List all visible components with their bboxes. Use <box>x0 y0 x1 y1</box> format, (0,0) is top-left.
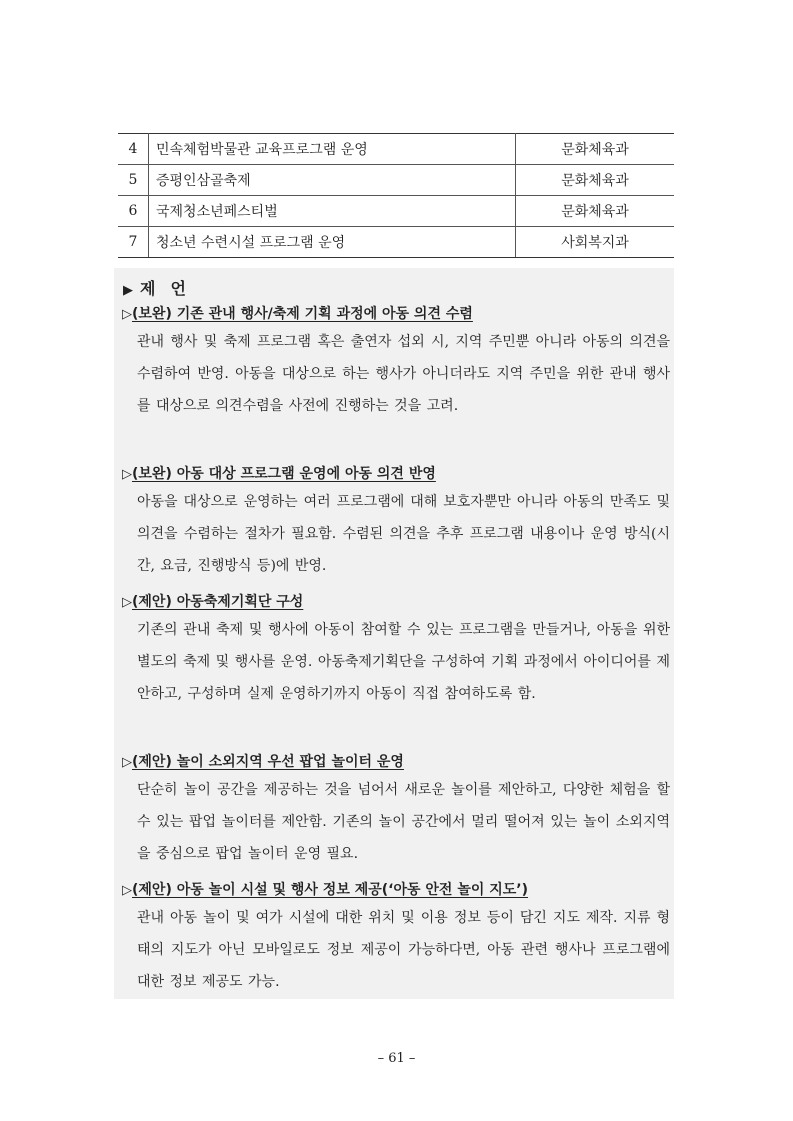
row-number: 5 <box>118 165 149 196</box>
triangle-icon: ▶ <box>123 283 134 298</box>
proposal-body: 기존의 관내 축제 및 행사에 아동이 참여할 수 있는 프로그램을 만들거나, 아동을 위한 별도의 축제 및 행사를 운영. 아동축제기획단을 구성하여 기획 과정에서 아이디어를 제안하고, 구성하며 실제 운영하기까지 아동이 직접 참여하도록 함. <box>137 622 670 702</box>
proposal-heading <box>122 752 670 774</box>
proposal-body: 단순히 놀이 공간을 제공하는 것을 넘어서 새로운 놀이를 제안하고, 다양한 체험을 할 수 있는 팝업 놀이터를 제안함. 기존의 놀이 공간에서 멀리 떨어져 있는 놀이 소외지역을 중심으로 팝업 놀이터 운영 필요. <box>137 782 670 862</box>
proposal-body: 아동을 대상으로 운영하는 여러 프로그램에 대해 보호자뿐만 아니라 아동의 만족도 및 의견을 수렴하는 절차가 필요함. 수렴된 의견을 추후 프로그램 내용이나 운영 방식(시간, 요금, 진행방식 등)에 반영. <box>137 494 670 574</box>
proposal-heading-text: (제안) 아동축제기획단 구성 <box>132 594 304 610</box>
proposal-heading-text: (보완) 아동 대상 프로그램 운영에 아동 의견 반영 <box>132 466 436 482</box>
department: 문화체육과 <box>516 134 675 165</box>
department: 사회복지과 <box>516 227 675 258</box>
program-table <box>118 133 674 258</box>
triangle-outline-icon: ▷ <box>122 755 132 770</box>
program-name: 청소년 수련시설 프로그램 운영 <box>149 227 516 258</box>
proposal-title <box>123 276 187 299</box>
program-name: 증평인삼골축제 <box>149 165 516 196</box>
row-number: 6 <box>118 196 149 227</box>
proposal-heading <box>122 304 670 326</box>
triangle-outline-icon: ▷ <box>122 595 132 610</box>
proposal-heading-text: (제안) 놀이 소외지역 우선 팝업 놀이터 운영 <box>132 754 404 770</box>
page-number: – 61 – <box>377 1051 416 1066</box>
title-char-2: 언 <box>170 279 187 298</box>
table-row <box>118 134 674 165</box>
table-row <box>118 165 674 196</box>
row-number: 4 <box>118 134 149 165</box>
proposal-heading <box>122 880 670 902</box>
triangle-outline-icon: ▷ <box>122 883 132 898</box>
triangle-outline-icon: ▷ <box>122 467 132 482</box>
department: 문화체육과 <box>516 165 675 196</box>
table-row <box>118 227 674 258</box>
proposal-item <box>122 752 670 870</box>
proposal-heading <box>122 464 670 486</box>
proposal-item <box>122 464 670 582</box>
program-name: 민속체험박물관 교육프로그램 운영 <box>149 134 516 165</box>
department: 문화체육과 <box>516 196 675 227</box>
proposal-body: 관내 아동 놀이 및 여가 시설에 대한 위치 및 이용 정보 등이 담긴 지도 제작. 지류 형태의 지도가 아닌 모바일로도 정보 제공이 가능하다면, 아동 관련 행사나 프로그램에 대한 정보 제공도 가능. <box>137 910 670 990</box>
proposal-heading-text: (제안) 아동 놀이 시설 및 행사 정보 제공(‘아동 안전 놀이 지도’) <box>132 882 529 898</box>
proposal-item <box>122 592 670 710</box>
table-row <box>118 196 674 227</box>
title-char-1: 제 <box>140 279 157 298</box>
proposal-box <box>114 268 674 999</box>
proposal-heading-text: (보완) 기존 관내 행사/축제 기획 과정에 아동 의견 수렴 <box>132 306 473 322</box>
proposal-item <box>122 304 670 422</box>
triangle-outline-icon: ▷ <box>122 307 132 322</box>
row-number: 7 <box>118 227 149 258</box>
proposal-body: 관내 행사 및 축제 프로그램 혹은 출연자 섭외 시, 지역 주민뿐 아니라 아동의 의견을 수렴하여 반영. 아동을 대상으로 하는 행사가 아니더라도 지역 주민을 위한 관내 행사를 대상으로 의견수렴을 사전에 진행하는 것을 고려. <box>137 334 670 414</box>
proposal-heading <box>122 592 670 614</box>
proposal-item <box>122 880 670 998</box>
program-name: 국제청소년페스티벌 <box>149 196 516 227</box>
